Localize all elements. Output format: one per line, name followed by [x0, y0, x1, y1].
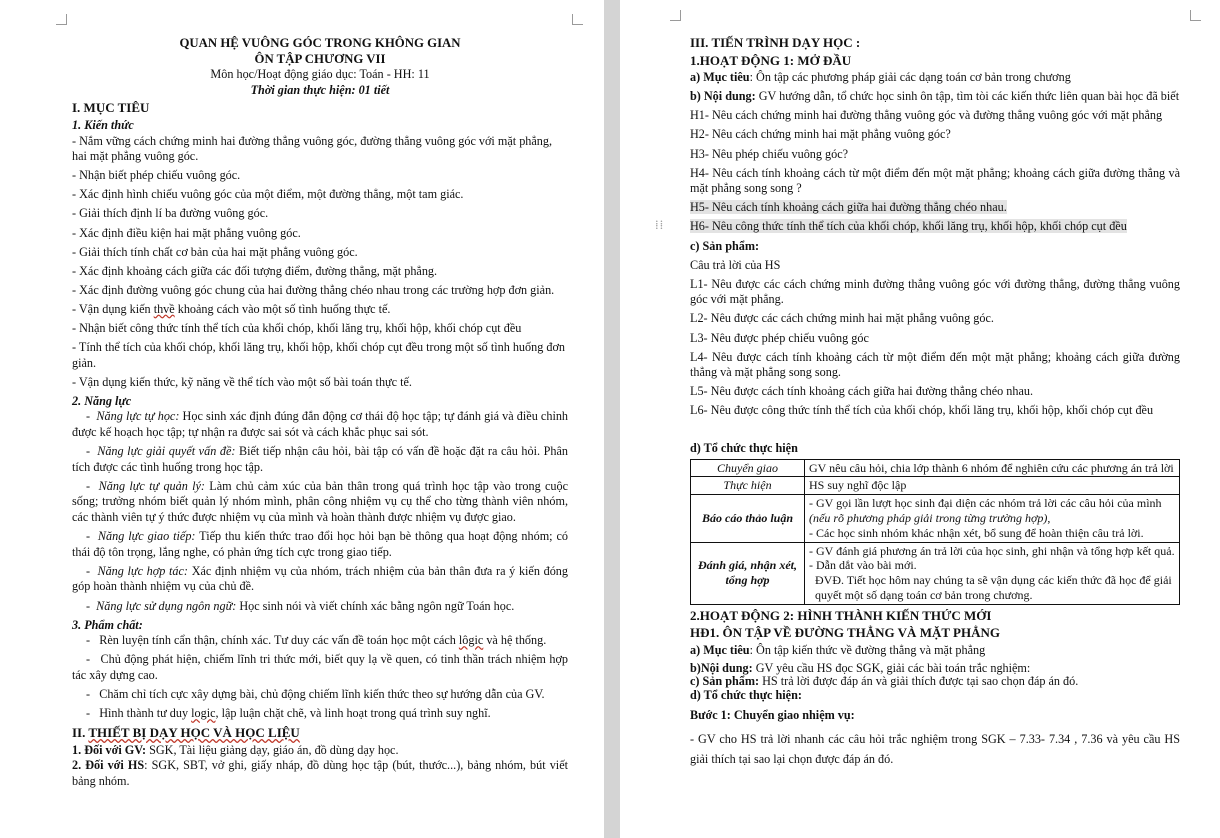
- teacher-prep: 1. Đối với GV: SGK, Tài liệu giảng dạy, giáo án, đồ dùng dạy học.: [72, 742, 399, 757]
- table-cell: HS suy nghĩ độc lập: [805, 477, 1180, 495]
- product-heading: c) Sản phẩm:: [690, 238, 760, 253]
- subsection-heading: 1. Kiến thức: [72, 117, 134, 132]
- answers-heading: Câu trả lời của HS: [690, 257, 781, 272]
- ability-item: - Năng lực giao tiếp: Tiếp thu kiến thức trao đổi học hỏi bạn bè thông qua hoạt động nhóm; có thái độ tôn trọng, lắng nghe, có phản ứng tích cực trong giao tiếp.: [72, 529, 568, 559]
- knowledge-item: - Giải thích tính chất cơ bản của hai mặt phẳng vuông góc.: [72, 244, 358, 259]
- section-heading: III. TIẾN TRÌNH DẠY HỌC :: [690, 35, 861, 50]
- subsection-heading: 2. Năng lực: [72, 393, 132, 408]
- quality-item: - Chủ động phát hiện, chiếm lĩnh tri thức mới, biết quy lạ về quen, có tinh thần trách nhiệm hợp tác xây dựng cao.: [72, 652, 568, 682]
- answer-item: L6- Nêu được công thức tính thể tích của khối chóp, khối lăng trụ, khối hộp, khối chóp cụt đều: [690, 403, 1154, 418]
- quality-item: - Chăm chỉ tích cực xây dựng bài, chủ động chiếm lĩnh kiến thức theo sự hướng dẫn của GV.: [86, 686, 545, 701]
- table-row: [691, 477, 1180, 495]
- table-cell-label: Chuyển giao: [691, 459, 805, 477]
- table-cell-label: Thực hiện: [691, 477, 805, 495]
- ability-item: - Năng lực giải quyết vấn đề: Biết tiếp nhận câu hỏi, bài tập có vấn đề hoặc đặt ra câu hỏi. Phân tích được các tình huống trong học tập.: [72, 444, 568, 474]
- table-cell: - GV gọi lần lượt học sinh đại diện các nhóm trả lời các câu hỏi của mình (nếu rõ phương pháp giải trong từng trường hợp), - Các học sinh nhóm khác nhận xét, bổ sung để hoàn thiện câu trả lời.: [805, 495, 1180, 542]
- document-page-2: [620, 0, 1220, 838]
- ability-item: - Năng lực tự quản lý: Làm chủ cảm xúc của bản thân trong quá trình học tập vào trong cuộc sống; trưởng nhóm biết quản lý nhóm mình, phân công nhiệm vụ cụ thể cho từng thành viên nhóm, các thành viên tự ý thức được nhiệm vụ của mình và hoàn thành được nhiệm vụ được giao.: [72, 478, 568, 525]
- knowledge-item: - Nhận biết công thức tính thể tích của khối chóp, khối lăng trụ, khối hộp, khối chóp cụt đều: [72, 321, 522, 335]
- answer-item: L3- Nêu được phép chiếu vuông góc: [690, 330, 869, 345]
- spelling-error[interactable]: lôgic: [458, 633, 484, 648]
- content-line: b) Nội dung: GV hướng dẫn, tổ chức học sinh ôn tập, tìm tòi các kiến thức liên quan bài học đã biết: [690, 89, 1180, 104]
- knowledge-item: - Nắm vững cách chứng minh hai đường thẳng vuông góc, đường thẳng vuông góc với mặt phẳng, hai mặt phẳng vuông góc.: [72, 133, 553, 164]
- step-heading: Bước 1: Chuyển giao nhiệm vụ:: [690, 707, 855, 722]
- table-cell-label: Đánh giá, nhận xét, tổng hợp: [691, 542, 805, 604]
- activity-subheading: HĐ1. ÔN TẬP VỀ ĐƯỜNG THẲNG VÀ MẶT PHẲNG: [690, 625, 1000, 641]
- table-row: [691, 542, 1180, 604]
- knowledge-item: - Giải thích định lí ba đường vuông góc.: [72, 206, 269, 221]
- doc-time: Thời gian thực hiện: 01 tiết: [250, 82, 390, 97]
- knowledge-item: - Vận dụng kiến thvề khoảng cách vào một số tình huống thực tế.: [72, 301, 391, 316]
- ability-item: - Năng lực sử dụng ngôn ngữ: Học sinh nói và viết chính xác bằng ngôn ngữ Toán học.: [86, 598, 515, 613]
- page-corner-mark: [56, 14, 67, 25]
- table-cell-label: Báo cáo thảo luận: [691, 495, 805, 542]
- student-prep: 2. Đối với HS: SGK, SBT, vở ghi, giấy nháp, đồ dùng học tập (bút, thước...), bảng nhóm, bút viết bảng nhóm.: [72, 758, 568, 788]
- ability-item: - Năng lực tự học: Học sinh xác định đúng đắn động cơ thái độ học tập; tự đánh giá và điều chỉnh được kế hoạch học tập; tự nhận ra được sai sót và cách khắc phục sai sót.: [72, 409, 569, 440]
- question-item: H4- Nêu cách tính khoảng cách từ một điểm đến một mặt phẳng; khoảng cách giữa đường thẳng và mặt phẳng song song ?: [690, 165, 1180, 196]
- doc-subject: Môn học/Hoạt động giáo dục: Toán - HH: 11: [210, 67, 430, 82]
- content-line: b)Nội dung: GV yêu cầu HS đọc SGK, giải các bài toán trắc nghiệm:: [690, 661, 1031, 676]
- knowledge-item: - Tính thể tích của khối chóp, khối lăng trụ, khối hộp, khối chóp cụt đều trong một số tình huống đơn giản.: [72, 340, 565, 370]
- organization-table: [690, 459, 1180, 605]
- step-text: - GV cho HS trả lời nhanh các câu hỏi trắc nghiệm trong SGK – 7.33- 7.34 , 7.36 và yêu cầu HS giải thích tại sao lại chọn được đáp án đó.: [690, 732, 1180, 767]
- knowledge-item: - Xác định đường vuông góc chung của hai đường thẳng chéo nhau trong các trường hợp đơn giản.: [72, 282, 555, 297]
- question-item: H3- Nêu phép chiếu vuông góc?: [690, 146, 849, 161]
- knowledge-item: - Xác định điều kiện hai mặt phẳng vuông góc.: [72, 225, 301, 240]
- answer-item: L4- Nêu được cách tính khoảng cách từ một điểm đến một mặt phẳng; khoảng cách giữa đường thẳng và mặt phẳng song song.: [690, 349, 1180, 380]
- answer-item: L5- Nêu được cách tính khoảng cách giữa hai đường thẳng chéo nhau.: [690, 384, 1034, 399]
- doc-title: QUAN HỆ VUÔNG GÓC TRONG KHÔNG GIAN: [179, 36, 461, 50]
- doc-subtitle: ÔN TẬP CHƯƠNG VII: [254, 51, 386, 66]
- question-item: H1- Nêu cách chứng minh hai đường thẳng vuông góc và đường thẳng vuông góc với mặt phẳng: [690, 108, 1163, 123]
- quality-item: - Rèn luyện tính cẩn thận, chính xác. Tư duy các vấn đề toán học một cách lôgic và hệ thống.: [86, 633, 547, 648]
- table-cell: - GV đánh giá phương án trả lời của học sinh, ghi nhận và tổng hợp kết quả. - Dẫn dắt vào bài mới. ĐVĐ. Tiết học hôm nay chúng ta sẽ vận dụng các kiến thức đã học để giải quyết một số dạng toán cơ bản trong chương.: [805, 542, 1180, 604]
- table-row: [691, 495, 1180, 542]
- ability-item: - Năng lực hợp tác: Xác định nhiệm vụ của nhóm, trách nhiệm của bản thân đưa ra ý kiến đóng góp hoàn thành nhiệm vụ của chủ đề.: [72, 563, 568, 594]
- answer-item: L1- Nêu được các cách chứng minh đường thẳng vuông góc với đường thẳng, đường thẳng vuông góc với mặt phẳng.: [690, 276, 1180, 307]
- knowledge-item: - Nhận biết phép chiếu vuông góc.: [72, 168, 241, 183]
- product-line: c) Sản phẩm: HS trả lời được đáp án và giải thích được tại sao chọn đáp án đó.: [690, 674, 1079, 689]
- page-corner-mark: [572, 14, 583, 25]
- knowledge-item: - Xác định hình chiếu vuông góc của một điểm, một đường thẳng, một tam giác.: [72, 187, 464, 202]
- table-row: [691, 459, 1180, 477]
- org-heading: d) Tổ chức thực hiện:: [690, 688, 802, 703]
- table-cell: GV nêu câu hỏi, chia lớp thành 6 nhóm để nghiên cứu các phương án trả lời: [805, 459, 1180, 477]
- spelling-error[interactable]: logic: [191, 706, 216, 721]
- question-item-selected[interactable]: H6- Nêu công thức tính thể tích của khối chóp, khối lăng trụ, khối hộp, khối chóp cụt đều: [690, 219, 1127, 234]
- page-corner-mark: [670, 10, 681, 21]
- goal-line: a) Mục tiêu: Ôn tập kiến thức về đường thẳng và mặt phẳng: [690, 642, 986, 657]
- subsection-heading: 3. Phẩm chất:: [72, 617, 143, 632]
- section-heading: I. MỤC TIÊU: [72, 100, 150, 116]
- answer-item: L2- Nêu được các cách chứng minh hai mặt phẳng vuông góc.: [690, 311, 994, 326]
- activity-heading: 2.HOẠT ĐỘNG 2: HÌNH THÀNH KIẾN THỨC MỚI: [690, 607, 992, 623]
- page-corner-mark: [1190, 10, 1201, 21]
- spelling-error[interactable]: thvề: [153, 301, 175, 316]
- question-item: H2- Nêu cách chứng minh hai mặt phẳng vuông góc?: [690, 127, 951, 142]
- goal-line: a) Mục tiêu: Ôn tập các phương pháp giải các dạng toán cơ bản trong chương: [690, 70, 1071, 85]
- knowledge-item: - Vận dụng kiến thức, kỹ năng về thể tích vào một số bài toán thực tế.: [72, 374, 412, 389]
- drag-handle-icon[interactable]: ⁞⁞: [655, 217, 665, 232]
- section-heading: II. THIẾT BỊ DẠY HỌC VÀ HỌC LIỆU: [72, 725, 300, 741]
- org-heading: d) Tổ chức thực hiện: [690, 440, 798, 455]
- activity-heading: 1.HOẠT ĐỘNG 1: MỞ ĐẦU: [690, 52, 852, 68]
- question-item: H5- Nêu cách tính khoảng cách giữa hai đường thẳng chéo nhau.: [690, 200, 1007, 215]
- knowledge-item: - Xác định khoảng cách giữa các đối tượng điểm, đường thẳng, mặt phẳng.: [72, 263, 438, 278]
- document-page-1: [0, 0, 604, 838]
- quality-item: - Hình thành tư duy logic, lập luận chặt chẽ, và linh hoạt trong quá trình suy nghĩ.: [86, 706, 491, 721]
